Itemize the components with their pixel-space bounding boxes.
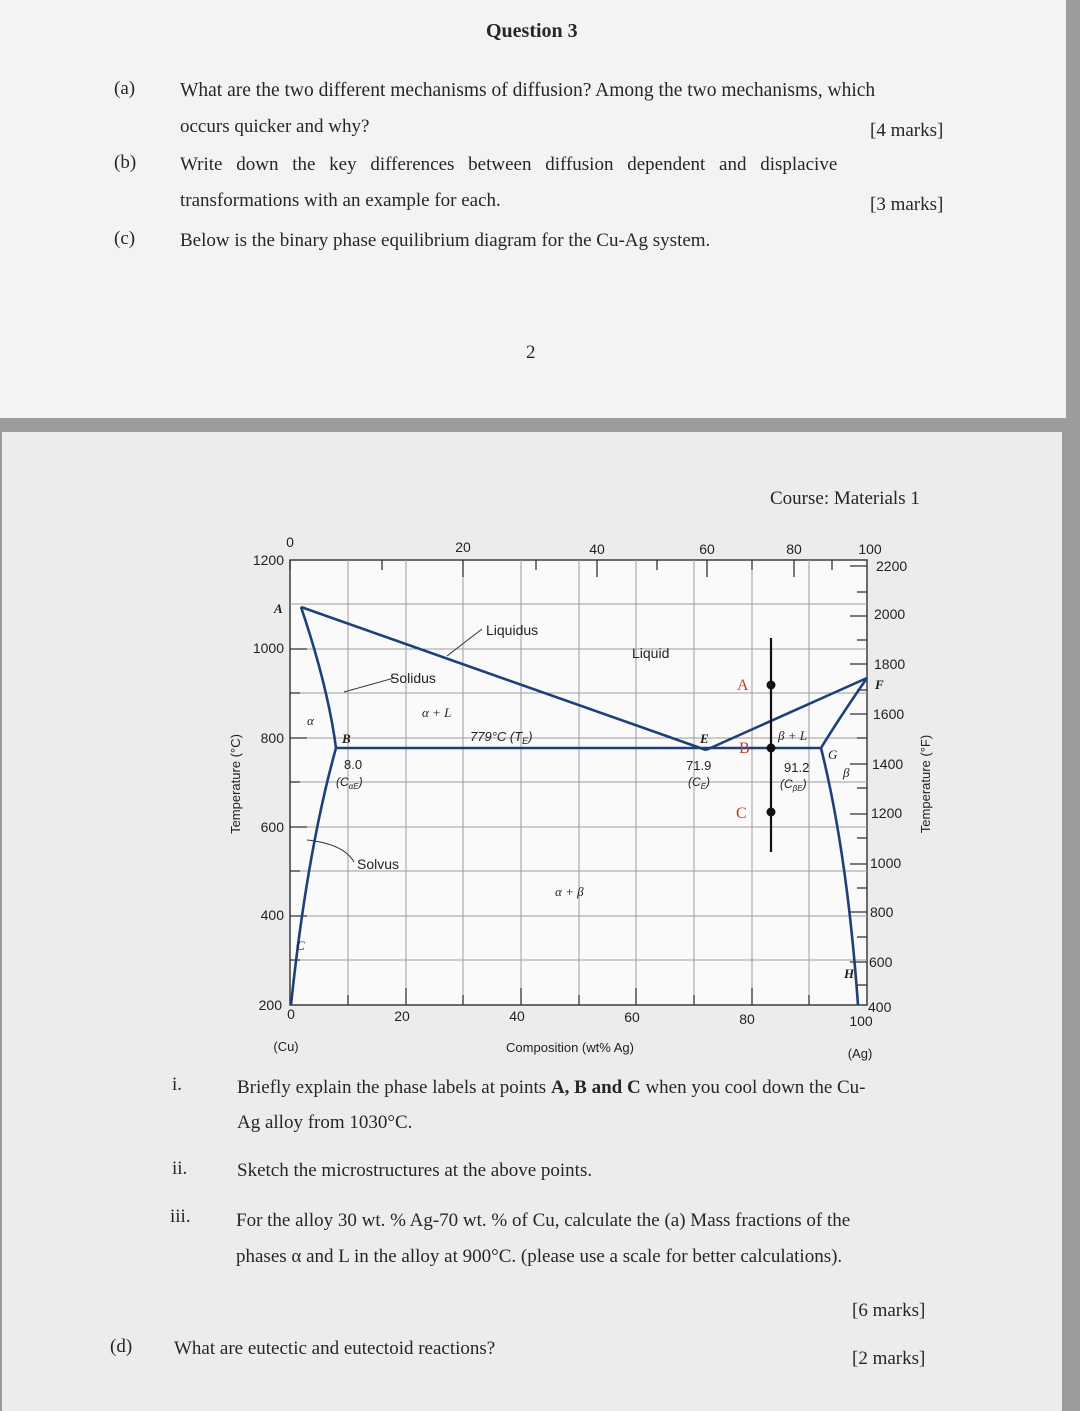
point-g-label: G [828, 747, 838, 762]
exam-page-2 [2, 432, 1062, 1411]
right-tick-2000: 2000 [874, 606, 906, 622]
right-tick-1200: 1200 [871, 805, 903, 821]
question-b-label: (b) [114, 152, 137, 173]
exam-page-1 [0, 0, 1066, 418]
top-tick-20: 20 [455, 539, 471, 555]
phase-diagram [2, 432, 1062, 1072]
question-a-marks: [4 marks] [870, 120, 944, 141]
question-a-line2: occurs quicker and why? [180, 116, 370, 137]
question-d-label: (d) [110, 1336, 133, 1357]
marked-point-a-dot [767, 681, 776, 690]
top-tick-100: 100 [858, 541, 882, 557]
question-b-line2: transformations with an example for each. [180, 190, 501, 211]
question-title: Question 3 [486, 20, 578, 42]
x-left-end: (Cu) [273, 1039, 299, 1054]
question-a-line1: What are the two different mechanisms of diffusion? Among the two mechanisms, which [180, 80, 876, 101]
c-beta-e-value: 91.2 [784, 760, 810, 775]
right-tick-2200: 2200 [876, 558, 908, 574]
beta-l-label: β + L [778, 728, 807, 743]
subquestion-i-label: i. [172, 1074, 183, 1095]
question-a-label: (a) [114, 78, 136, 99]
bottom-tick-0: 0 [287, 1006, 295, 1022]
liquidus-label: Liquidus [486, 622, 539, 638]
subquestion-i-line2: Ag alloy from 1030°C. [237, 1112, 413, 1133]
marked-point-b-dot [767, 744, 776, 753]
point-c-label: C [296, 938, 305, 953]
top-tick-80: 80 [786, 541, 802, 557]
right-tick-400: 400 [868, 999, 892, 1015]
right-tick-1600: 1600 [873, 706, 905, 722]
alpha-l-label: α + L [422, 705, 452, 720]
course-header: Course: Materials 1 [770, 488, 920, 509]
liquid-label: Liquid [632, 645, 670, 661]
question-b-marks: [3 marks] [870, 194, 944, 215]
alpha-region-label: α [307, 713, 314, 728]
right-tick-1800: 1800 [874, 656, 906, 672]
left-tick-200: 200 [258, 997, 282, 1013]
question-d-text: What are eutectic and eutectoid reactions? [174, 1338, 496, 1359]
subquestion-i-line1: Briefly explain the phase labels at points A, B and C when you cool down the Cu- [237, 1077, 866, 1098]
c-alpha-e-value: 8.0 [344, 757, 363, 772]
subquestion-iii-line1: For the alloy 30 wt. % Ag-70 wt. % of Cu, calculate the (a) Mass fractions of the [236, 1210, 851, 1231]
point-a-label: A [274, 601, 283, 616]
alpha-beta-label: α + β [555, 884, 584, 899]
subquestion-iii-line2: phases α and L in the alloy at 900°C. (please use a scale for better calculations). [236, 1246, 843, 1267]
point-b-label: B [342, 731, 351, 746]
bottom-tick-80: 80 [739, 1011, 755, 1027]
left-tick-1200: 1200 [252, 552, 284, 568]
c-beta-e-symbol: $(C_{\beta E})$ [780, 777, 807, 793]
point-f-label: F [875, 677, 884, 692]
bottom-tick-100: 100 [849, 1013, 873, 1029]
subquestion-ii-label: ii. [172, 1158, 188, 1179]
point-h-label: H [844, 966, 855, 981]
x-axis-label: Composition (wt% Ag) [506, 1040, 634, 1055]
left-tick-800: 800 [260, 730, 284, 746]
solidus-label: Solidus [390, 670, 436, 686]
beta-region-label: β [843, 765, 850, 780]
marked-point-c-dot [767, 808, 776, 817]
point-e-label: E [700, 731, 709, 746]
page-number: 2 [526, 342, 536, 363]
c-alpha-e-symbol: $(C_{\alpha E})$ [336, 775, 363, 791]
right-axis-label: Temperature (°F) [918, 734, 933, 834]
question-c-label: (c) [114, 228, 136, 249]
marked-point-b-label: B [739, 740, 750, 757]
subquestion-iii-label: iii. [170, 1206, 191, 1227]
right-tick-1400: 1400 [872, 756, 904, 772]
right-tick-600: 600 [869, 954, 893, 970]
left-tick-600: 600 [260, 819, 284, 835]
marked-point-c-label: C [736, 805, 747, 822]
left-tick-1000: 1000 [252, 640, 284, 656]
left-tick-400: 400 [260, 907, 284, 923]
marked-point-a-label: A [737, 677, 749, 694]
eutectic-temp-label: 779°C $(T_E)$ [470, 729, 533, 746]
bottom-tick-60: 60 [624, 1009, 640, 1025]
x-right-end: (Ag) [847, 1046, 873, 1061]
top-tick-60: 60 [699, 541, 715, 557]
question-c-line1: Below is the binary phase equilibrium diagram for the Cu-Ag system. [180, 230, 711, 251]
solvus-label: Solvus [357, 856, 400, 872]
bottom-tick-40: 40 [509, 1008, 525, 1024]
bottom-tick-20: 20 [394, 1008, 410, 1024]
c-e-value: 71.9 [686, 758, 712, 773]
top-tick-40: 40 [589, 541, 605, 557]
question-b-line1: Write down the key differences between diffusion dependent and displacive [180, 154, 838, 175]
left-axis-label: Temperature (°C) [228, 734, 243, 834]
question-d-marks: [2 marks] [852, 1348, 926, 1369]
right-tick-1000: 1000 [870, 855, 902, 871]
right-tick-800: 800 [870, 904, 894, 920]
subquestion-ii-line1: Sketch the microstructures at the above points. [237, 1160, 593, 1181]
marks-6: [6 marks] [852, 1300, 926, 1321]
top-tick-0: 0 [286, 534, 294, 550]
c-e-symbol: $(C_E)$ [688, 775, 711, 791]
